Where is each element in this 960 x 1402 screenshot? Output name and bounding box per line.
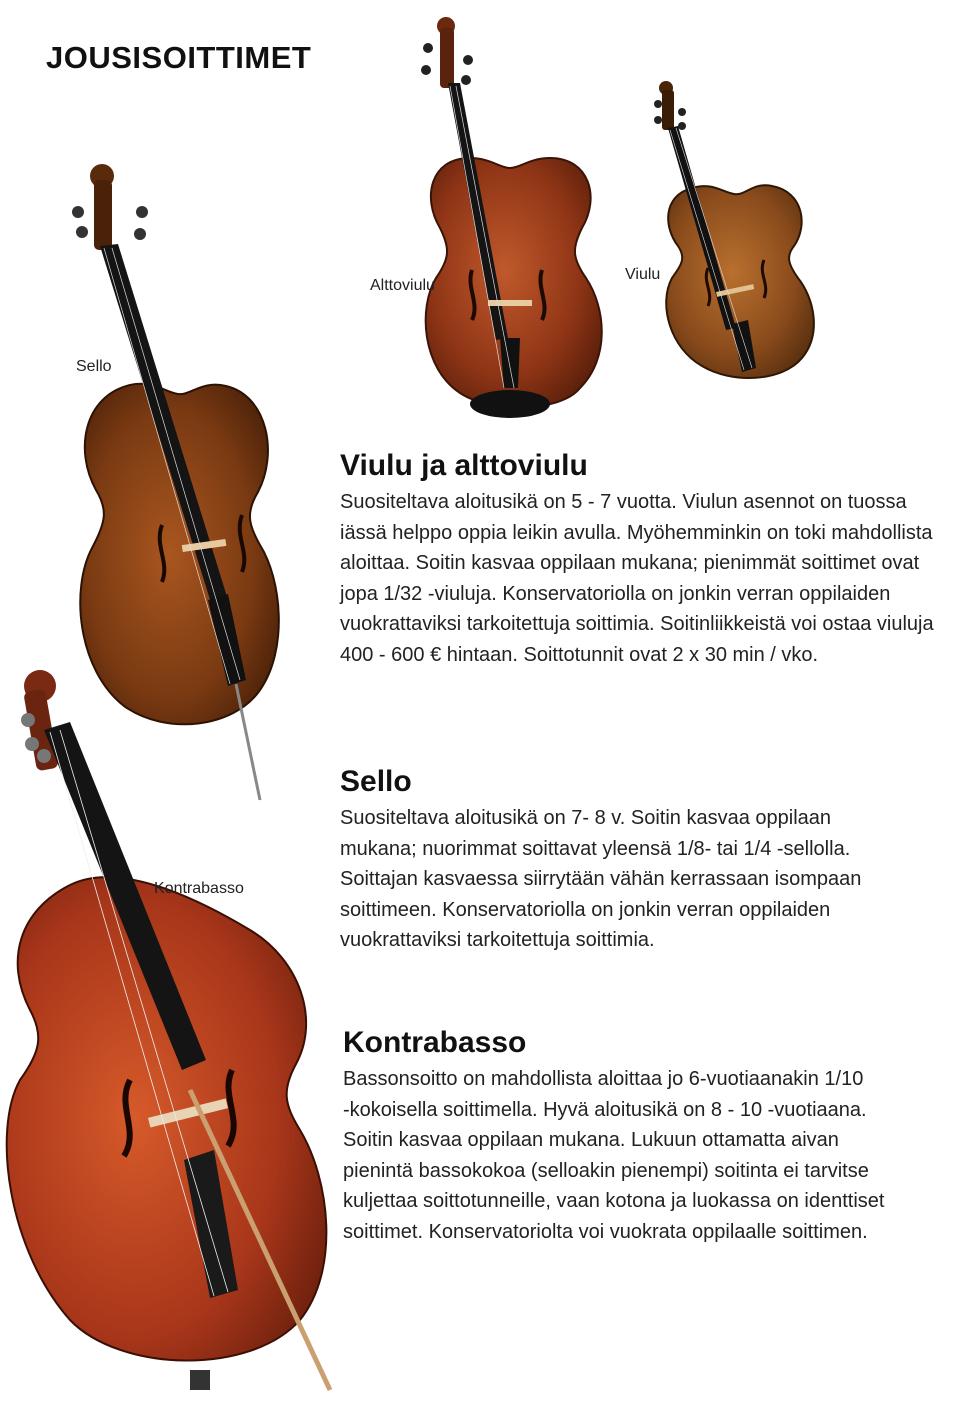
- section-title: Kontrabasso: [343, 1026, 527, 1059]
- text-line: soittimeen. Konservatoriolla on jonkin verran oppilaiden: [340, 898, 831, 921]
- text-line: Bassonsoitto on mahdollista aloittaa jo 6-vuotiaanakin 1/10: [343, 1068, 864, 1090]
- text-line: 400 - 600 € hintaan. Soittotunnit ovat 2 x 30 min / vko.: [340, 643, 819, 666]
- double-bass-illustration: [0, 660, 340, 1400]
- page-title: JOUSISOITTIMET: [46, 40, 312, 75]
- text-line: aloittaa. Soitin kasvaa oppilaan mukana; pienimmät soittimet ovat: [340, 552, 920, 575]
- text-line: iässä helppo oppia leikin avulla. Myöhemminkin on toki mahdollista: [340, 521, 933, 544]
- text-line: Soittajan kasvaessa siirrytään vähän kerrassaan isompaan: [340, 868, 862, 891]
- text-line: kuljettaa soittotunneille, vaan kotona ja luokassa on identtiset: [343, 1190, 885, 1213]
- section-kontrabasso: [343, 1026, 884, 1248]
- text-line: Suositeltava aloitusikä on 7- 8 v. Soitin kasvaa oppilaan: [340, 807, 832, 829]
- violin-illustration: [652, 78, 822, 388]
- caption-sello: Sello: [76, 358, 112, 375]
- section-body: [340, 803, 861, 956]
- text-line: mukana; nuorimmat soittavat yleensä 1/8- tai 1/4 -sellolla.: [340, 837, 851, 860]
- caption-kontrabasso: Kontrabasso: [154, 880, 244, 897]
- section-title: Viulu ja alttoviulu: [340, 449, 588, 482]
- text-line: jopa 1/32 -viuluja. Konservatoriolla on jonkin verran oppilaiden: [340, 582, 891, 605]
- text-line: vuokrattaviksi tarkoitettuja soittimia.: [340, 929, 655, 952]
- text-line: -kokoisella soittimella. Hyvä aloitusikä on 8 - 10 -vuotiaana.: [343, 1098, 867, 1121]
- viola-illustration: [410, 8, 610, 428]
- section-body: [343, 1064, 884, 1248]
- text-line: Suositeltava aloitusikä on 5 - 7 vuotta. Viulun asennot on tuossa: [340, 491, 907, 513]
- caption-alttoviulu: Alttoviulu: [370, 277, 435, 294]
- text-line: soittimet. Konservatoriolta voi vuokrata oppilaalle soittimen.: [343, 1220, 868, 1243]
- text-line: pienintä bassokokoa (selloakin pienempi) soitinta ei tarvitse: [343, 1159, 869, 1182]
- section-viulu: [340, 449, 934, 671]
- section-body: [340, 487, 934, 671]
- caption-viulu: Viulu: [625, 266, 661, 283]
- text-line: vuokrattaviksi tarkoitettuja soittimia. Soitinliikkeistä voi ostaa viuluja: [340, 613, 934, 636]
- section-sello: [340, 765, 861, 956]
- text-line: Soitin kasvaa oppilaan mukana. Lukuun ottamatta aivan: [343, 1129, 839, 1152]
- section-title: Sello: [340, 765, 412, 798]
